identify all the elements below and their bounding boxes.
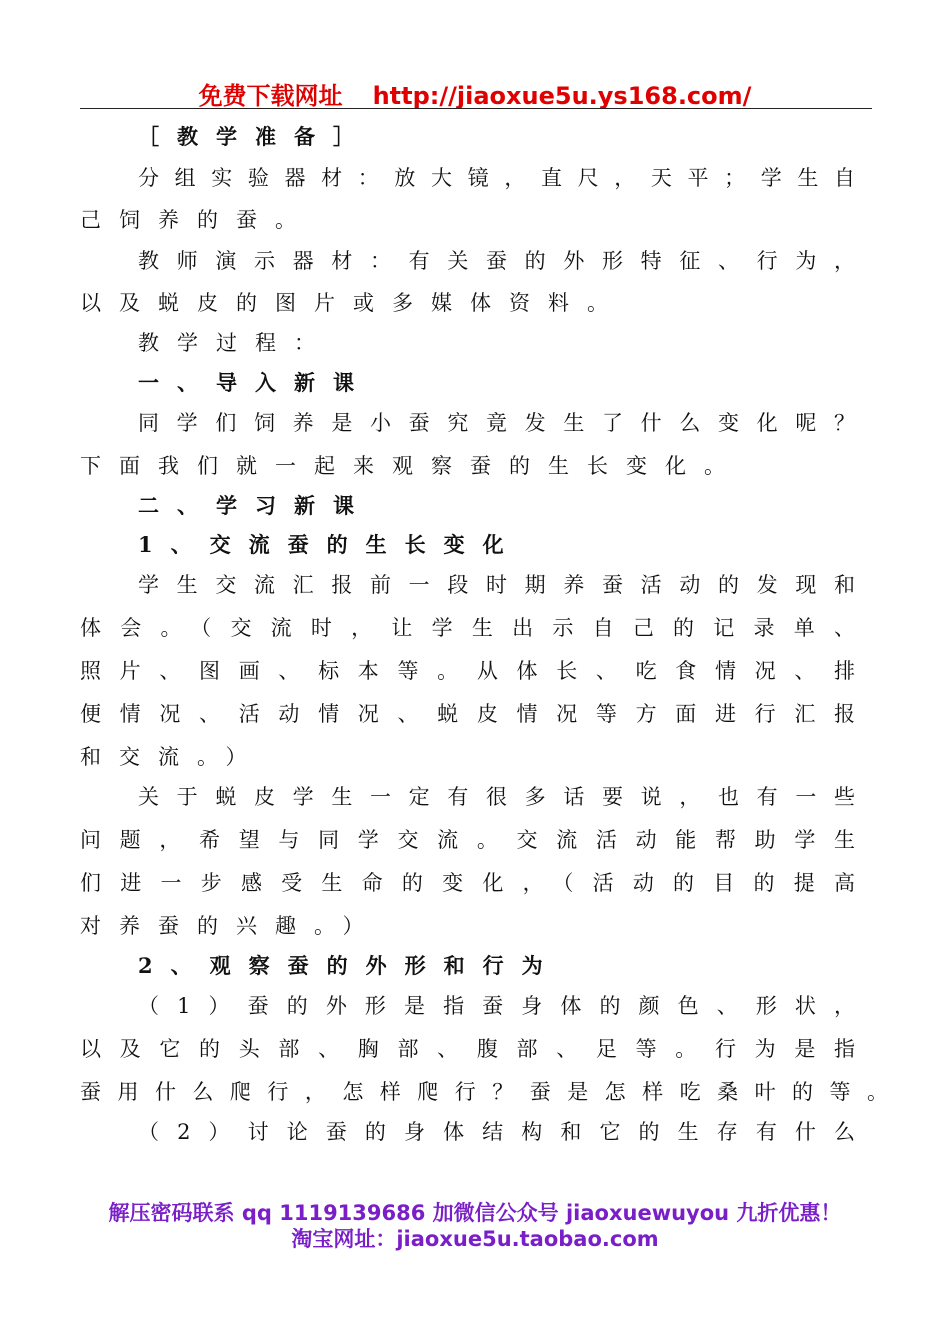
subheading-appearance: 2、观察蚕的外形和行为 bbox=[138, 953, 561, 978]
text-line: （2）讨论蚕的身体结构和它的生存有什么 bbox=[138, 1120, 855, 1144]
text-line: 以及蜕皮的图片或多媒体资料。 bbox=[80, 291, 626, 315]
text-line: 下面我们就一起来观察蚕的生长变化。 bbox=[80, 454, 743, 478]
text-line: 关于蜕皮学生一定有很多话要说，也有一些 bbox=[138, 785, 855, 809]
header-label: 免费下载网址 bbox=[198, 82, 343, 110]
text-line: 己饲养的蚕。 bbox=[80, 208, 314, 232]
download-header bbox=[0, 76, 950, 111]
text-line: 们进一步感受生命的变化，（活动的目的提高 bbox=[80, 871, 855, 895]
header-url-link[interactable]: http://jiaoxue5u.ys168.com/ bbox=[372, 82, 752, 110]
text-line: 教师演示器材：有关蚕的外形特征、行为， bbox=[138, 249, 855, 273]
text-line: 对养蚕的兴趣。） bbox=[80, 914, 382, 938]
subheading-growth: 1、交流蚕的生长变化 bbox=[138, 532, 522, 557]
text-line: 分组实验器材：放大镜，直尺，天平；学生自 bbox=[138, 166, 855, 190]
text-line: 和交流。） bbox=[80, 745, 265, 769]
text-line: 便情况、活动情况、蜕皮情况等方面进行汇报 bbox=[80, 702, 855, 726]
text-line: 教学过程： bbox=[138, 331, 333, 355]
text-line: 蚕用什么爬行，怎样爬行？蚕是怎样吃桑叶的等。 bbox=[80, 1080, 888, 1104]
text-line: 以及它的头部、胸部、腹部、足等。行为是指 bbox=[80, 1037, 855, 1061]
section-heading-intro: 一、导入新课 bbox=[138, 370, 372, 395]
text-line: 同学们饲养是小蚕究竟发生了什么变化呢？ bbox=[138, 411, 855, 435]
header-divider bbox=[80, 108, 872, 109]
text-line: （1）蚕的外形是指蚕身体的颜色、形状， bbox=[138, 994, 855, 1018]
text-line: 问题，希望与同学交流。交流活动能帮助学生 bbox=[80, 828, 855, 852]
text-line: 体会。（交流时，让学生出示自己的记录单、 bbox=[80, 616, 855, 640]
footer-shop-link[interactable]: 淘宝网址：jiaoxue5u.taobao.com bbox=[291, 1227, 659, 1251]
section-heading-new-lesson: 二、学习新课 bbox=[138, 493, 372, 518]
footer-contact: 解压密码联系 qq 1119139686 加微信公众号 jiaoxuewuyou 九折优惠！ bbox=[108, 1201, 842, 1225]
section-heading-preparation: ［教学准备］ bbox=[138, 124, 372, 149]
text-line: 照片、图画、标本等。从体长、吃食情况、排 bbox=[80, 659, 855, 683]
text-line: 学生交流汇报前一段时期养蚕活动的发现和 bbox=[138, 573, 855, 597]
